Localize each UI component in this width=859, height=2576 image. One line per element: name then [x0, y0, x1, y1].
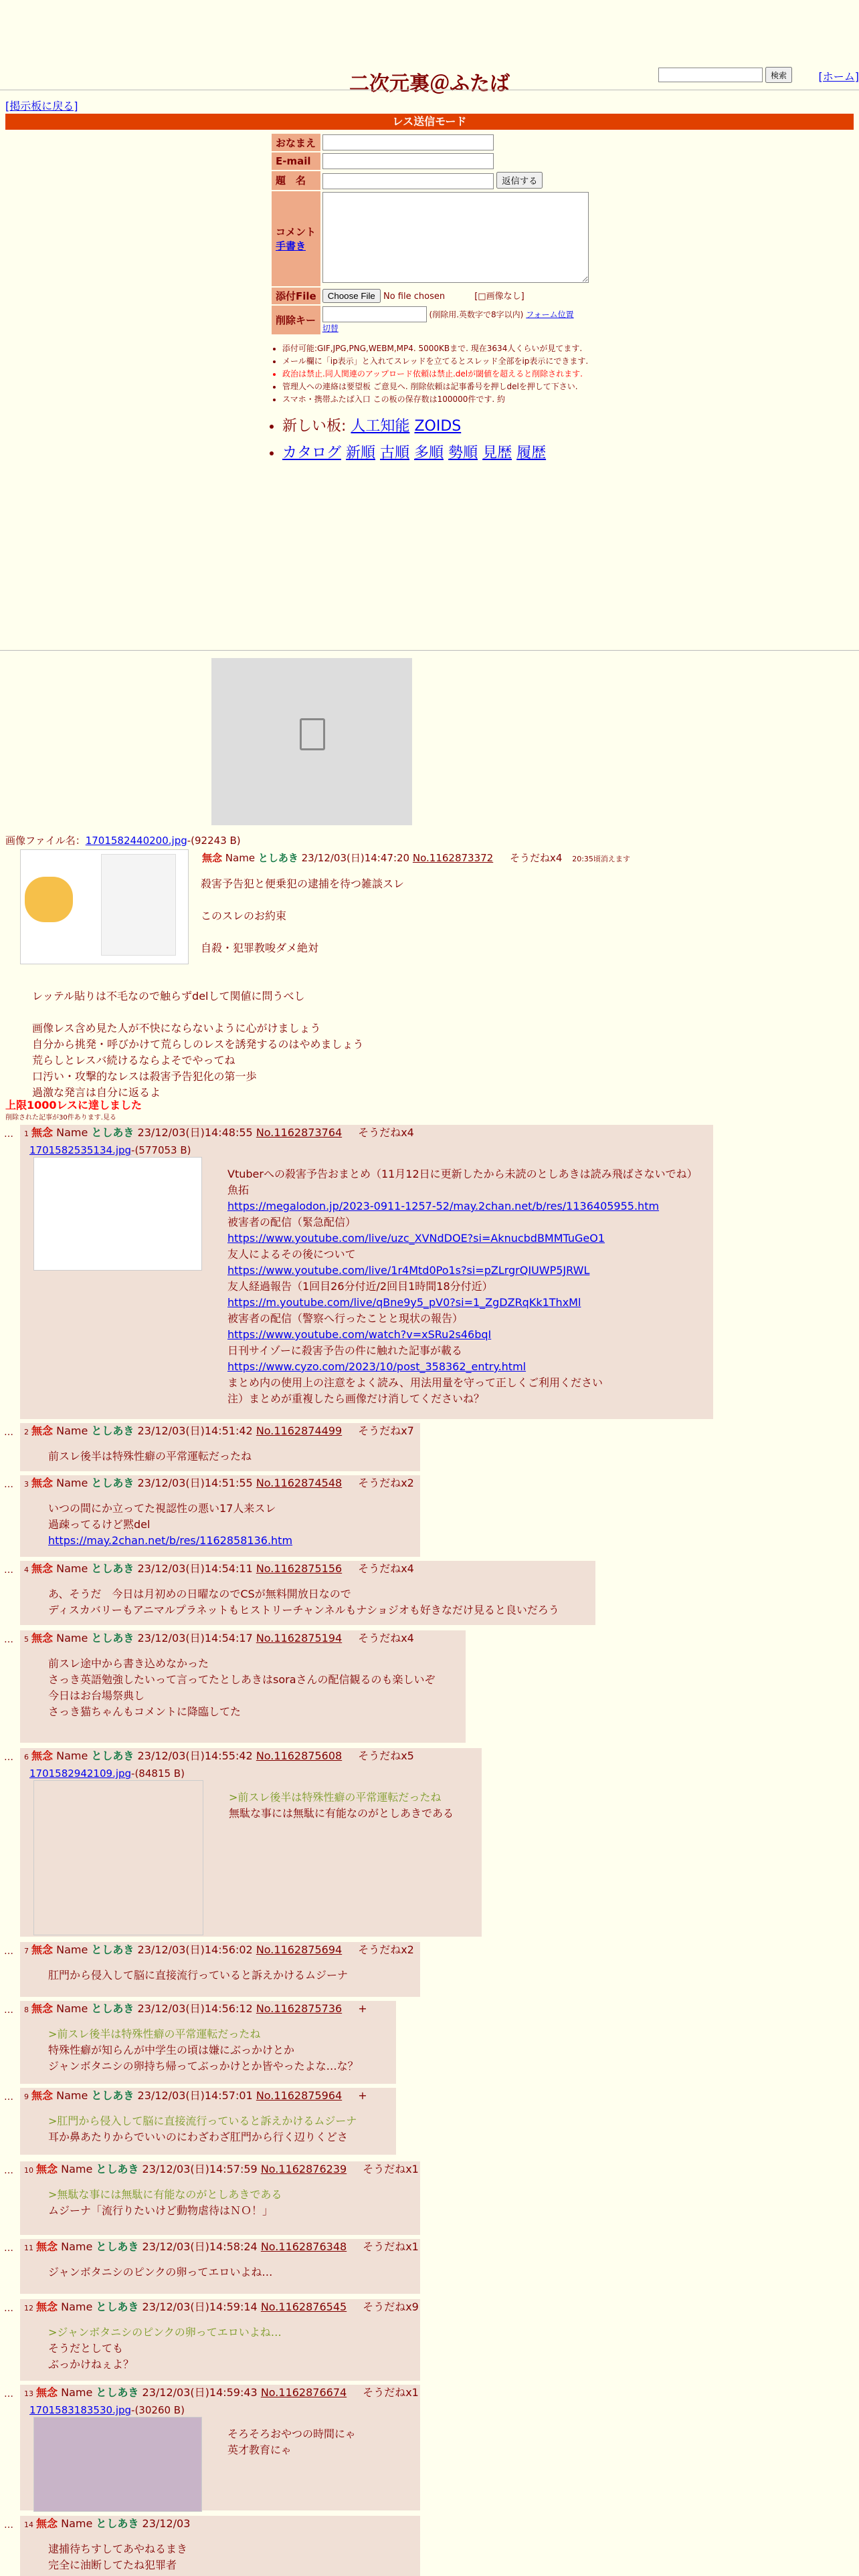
reply-date: 23/12/03(日)14:59:43	[142, 2386, 258, 2399]
subject-field[interactable]	[322, 173, 494, 189]
reply-quote: >前スレ後半は特殊性癖の平常運転だったね	[229, 1791, 442, 1804]
reply-url-link[interactable]: https://m.youtube.com/live/qBne9y5_pV0?si=1_ZgDZRqKk1ThxMl	[227, 1296, 581, 1309]
reply-marker: …	[4, 1752, 13, 1763]
limit-notice: 上限1000レスに達しました	[5, 1099, 142, 1111]
reply-line: 日刊サイゾーに殺害予告の件に触れた記事が載る	[227, 1344, 462, 1357]
reply-subject: 無念	[31, 1749, 54, 1762]
sort-old-link[interactable]: 古順	[380, 445, 410, 461]
reply-post	[20, 1423, 420, 1471]
reply-file-link[interactable]: 1701583183530.jpg	[29, 2404, 132, 2416]
op-line: レッテル貼りは不毛なので触らずdelして関値に問うべし	[32, 990, 305, 1002]
reply-header	[20, 2299, 420, 2317]
reply-header	[20, 1942, 420, 1959]
sodane-button[interactable]: そうだねx4	[358, 1126, 414, 1139]
no-image-checkbox[interactable]: [□画像なし]	[474, 291, 524, 302]
reply-url-link[interactable]: https://www.cyzo.com/2023/10/post_358362_entry.html	[227, 1360, 527, 1373]
file-label: 添付File	[272, 288, 320, 304]
board-link-zoids[interactable]: ZOIDS	[414, 418, 462, 435]
reply-index: 7	[24, 1947, 29, 1955]
reply-post	[20, 1942, 420, 1997]
op-line: このスレのお約束	[201, 909, 287, 922]
reply-marker: …	[4, 2165, 13, 2176]
reply-line: 前スレ途中から書き込めなかった	[48, 1657, 209, 1670]
reply-marker: …	[4, 2005, 13, 2016]
notice-item: • スマホ・携帯ふたば入口 この板の保存数は100000件です. 約	[282, 393, 630, 406]
reply-number-link[interactable]: No.1162873764	[256, 1126, 343, 1139]
catalog-link[interactable]: カタログ	[282, 445, 342, 461]
reply-name-label: Name	[61, 2517, 93, 2530]
divider	[0, 650, 859, 651]
reply-line: 無駄な事には無駄に有能なのがとしあきである	[229, 1807, 454, 1820]
reply-subject: 無念	[36, 2386, 58, 2399]
notice-item: • 添付可能:GIF,JPG,PNG,WEBM,MP4. 5000KBまで. 現在3634人くらいが見てます.	[282, 342, 630, 355]
reply-number-link[interactable]: No.1162875736	[256, 2002, 343, 2015]
reply-index: 13	[24, 2389, 33, 2398]
submit-button[interactable]: 返信する	[496, 172, 543, 189]
reply-post	[20, 2239, 420, 2294]
reply-line: 英才教育にゃ	[227, 2444, 292, 2456]
reply-name-label: Name	[56, 2002, 88, 2015]
reply-mode-banner: レス送信モード	[5, 114, 854, 130]
reply-line: 被害者の配信（緊急配信）	[227, 1216, 357, 1228]
op-line	[201, 924, 404, 940]
sodane-button[interactable]: そうだねx9	[363, 2300, 419, 2313]
reply-header	[20, 2516, 420, 2533]
op-thumbnail[interactable]	[20, 849, 189, 964]
reply-subject: 無念	[36, 2163, 58, 2175]
reply-header	[20, 2239, 420, 2256]
op-line	[201, 892, 404, 908]
emoji-face-icon	[25, 877, 73, 922]
reply-line: 今日はお台場祭典し	[48, 1689, 145, 1702]
reply-number-link[interactable]: No.1162876674	[260, 2386, 347, 2399]
reply-line: Vtuberへの殺害予告おまとめ（11月12日に更新したから未読のとしあきは読み飛ばさないでね）	[227, 1168, 698, 1180]
reply-number-link[interactable]: No.1162875964	[256, 2089, 343, 2102]
board-links	[270, 413, 546, 467]
reply-index: 8	[24, 2006, 29, 2014]
op-line: 荒らしとレスバ続けるならよそでやってね	[32, 1054, 235, 1067]
post-form	[270, 132, 591, 336]
reply-number-link[interactable]: No.1162875608	[256, 1749, 343, 1762]
sodane-button[interactable]: そうだねx1	[363, 2240, 419, 2253]
reply-url-link[interactable]: https://may.2chan.net/b/res/1162858136.htm	[48, 1534, 293, 1547]
reply-date: 23/12/03(日)14:59:14	[142, 2300, 258, 2313]
reply-name-label: Name	[61, 2240, 93, 2253]
reply-number-link[interactable]: No.1162875156	[256, 1562, 343, 1575]
reply-index: 14	[24, 2520, 33, 2529]
op-line: 口汚い・攻撃的なレスは殺害予告犯化の第一歩	[32, 1070, 257, 1083]
reply-index: 1	[24, 1130, 29, 1138]
sodane-button[interactable]: そうだねx4	[358, 1562, 414, 1575]
reply-name-label: Name	[61, 2386, 93, 2399]
reply-marker: …	[4, 1479, 13, 1490]
reply-index: 12	[24, 2304, 33, 2313]
reply-line: 注）まとめが重複したら画像だけ消してくださいね？	[227, 1392, 485, 1405]
deleted-notice: 削除された記事が30件あります.見る	[5, 1114, 116, 1121]
reply-file-link[interactable]: 1701582535134.jpg	[29, 1144, 132, 1156]
reply-file-link[interactable]: 1701582942109.jpg	[29, 1767, 132, 1780]
reply-name: としあき	[91, 1562, 134, 1575]
reply-line: 友人経過報告（1回目26分付近/2回目1時間18分付近）	[227, 1280, 493, 1293]
reply-line: そろそろおやつの時間にゃ	[227, 2428, 356, 2440]
screenshot-thumb	[101, 854, 176, 956]
reply-name-label: Name	[56, 1562, 88, 1575]
reply-date: 23/12/03(日)14:57:59	[142, 2163, 258, 2175]
reply-date: 23/12/03(日)14:56:12	[137, 2002, 253, 2015]
reply-quote: >肛門から侵入して脳に直接流行っていると訴えかけるムジーナ	[48, 2115, 357, 2127]
reply-quote: >ジャンボタニシのピンクの卵ってエロいよね…	[48, 2326, 282, 2339]
reply-file-line	[20, 1142, 713, 1158]
reply-subject: 無念	[36, 2517, 58, 2530]
reply-name: としあき	[96, 2300, 139, 2313]
reply-body	[20, 1578, 595, 1618]
reply-file-size: -(84815 B)	[131, 1767, 185, 1780]
reply-number-link[interactable]: No.1162874499	[256, 1424, 343, 1437]
sodane-button[interactable]: そうだねx5	[358, 1749, 414, 1762]
op-body-continued	[32, 972, 364, 1101]
reply-header	[20, 1125, 713, 1142]
reply-name: としあき	[91, 1126, 134, 1139]
reply-body	[20, 2533, 420, 2573]
reply-line: 魚拓	[227, 1184, 250, 1196]
reply-line: 前スレ後半は特殊性癖の平常運転だったね	[48, 1450, 252, 1463]
op-line: 自殺・犯罪教唆ダメ絶対	[201, 942, 319, 954]
reply-name: としあき	[91, 2089, 134, 2102]
reply-header	[20, 2088, 396, 2105]
choose-file-button[interactable]: Choose File	[322, 289, 381, 303]
reply-date: 23/12/03(日)14:51:55	[137, 1477, 253, 1489]
reply-line: 耳か鼻あたりからでいいのにわざわざ肛門から行く辺りくどさ	[48, 2131, 348, 2143]
reply-name-label: Name	[61, 2300, 93, 2313]
reply-marker: …	[4, 2303, 13, 2314]
reply-line: 完全に油断してたね犯罪者	[48, 2559, 177, 2571]
op-line	[32, 1004, 364, 1021]
reply-thumbnail[interactable]	[33, 2417, 202, 2512]
reply-name: としあき	[91, 1632, 134, 1644]
reply-date: 23/12/03(日)14:58:24	[142, 2240, 258, 2253]
handwrite-link[interactable]: 手書き	[276, 239, 306, 252]
reply-file-size: -(30260 B)	[131, 2404, 185, 2416]
reply-date: 23/12/03	[142, 2517, 191, 2530]
sodane-button[interactable]: そうだねx2	[358, 1943, 414, 1956]
notice-list	[270, 342, 630, 406]
reply-index: 6	[24, 1753, 29, 1761]
reply-thumbnail[interactable]	[33, 1780, 203, 1935]
reply-line: ぶっかけねぇよ？	[48, 2358, 134, 2371]
sodane-button[interactable]: そうだねx2	[358, 1477, 414, 1489]
reply-date: 23/12/03(日)14:54:17	[137, 1632, 253, 1644]
reply-post	[20, 2299, 420, 2381]
reply-number-link[interactable]: No.1162876239	[260, 2163, 347, 2175]
reply-line: ディスカバリーもアニマルプラネットもヒストリーチャンネルもナショジオも好きなだけ見ると良いだろう	[48, 1604, 559, 1616]
reply-body	[20, 1648, 466, 1720]
reply-body	[20, 1959, 420, 1983]
reply-line: ムジーナ「流行りたいけど動物虐待はＮＯ！」	[48, 2204, 274, 2217]
reply-header	[20, 1748, 482, 1765]
reply-subject: 無念	[31, 2002, 54, 2015]
switch-link[interactable]: 切替	[322, 323, 339, 333]
reply-marker: …	[4, 2243, 13, 2254]
notice-item: • 政治は禁止.同人関連のアップロード依頼は禁止.delが閾値を超えると削除されます.	[282, 368, 630, 381]
reply-date: 23/12/03(日)14:55:42	[137, 1749, 253, 1762]
reply-name: としあき	[91, 1943, 134, 1956]
reply-number-link[interactable]: No.1162876348	[260, 2240, 347, 2253]
reply-post	[20, 2516, 420, 2576]
reply-url-link[interactable]: https://www.youtube.com/live/uzc_XVNdDOE?si=AknucbdBMMTuGeO1	[227, 1232, 605, 1245]
op-file-link[interactable]: 1701582440200.jpg	[85, 835, 187, 847]
reply-name: としあき	[91, 1749, 134, 1762]
reply-number-link[interactable]: No.1162874548	[256, 1477, 343, 1489]
reply-name-label: Name	[61, 2163, 93, 2175]
reply-index: 10	[24, 2166, 33, 2175]
reply-index: 3	[24, 1480, 29, 1489]
reply-name: としあき	[96, 2517, 139, 2530]
op-line: 自分から挑発・呼びかけて荒らしのレスを誘発するのはやめましょう	[32, 1038, 364, 1051]
sort-speed-link[interactable]: 勢順	[448, 445, 478, 461]
reply-number-link[interactable]: No.1162875194	[256, 1632, 343, 1644]
reply-header	[20, 1423, 420, 1440]
search-button[interactable]: 検索	[765, 67, 792, 83]
search-input[interactable]	[658, 68, 763, 82]
back-to-board-link[interactable]: [掲示板に戻る]	[5, 100, 78, 112]
reply-body	[20, 1493, 420, 1549]
reply-url-link[interactable]: https://www.youtube.com/watch?v=xSRu2s46bqI	[227, 1328, 492, 1341]
reply-marker: …	[4, 2520, 13, 2531]
view-history-link[interactable]: 見歴	[482, 445, 512, 461]
reply-number-link[interactable]: No.1162875694	[256, 1943, 343, 1956]
reply-header	[20, 1561, 595, 1578]
reply-header	[20, 2161, 420, 2179]
sort-many-link[interactable]: 多順	[414, 445, 444, 461]
reply-name: としあき	[91, 1477, 134, 1489]
reply-name: としあき	[91, 2002, 134, 2015]
reply-index: 9	[24, 2092, 29, 2101]
reply-index: 2	[24, 1428, 29, 1436]
sodane-button[interactable]: そうだねx7	[358, 1424, 414, 1437]
form-position-link[interactable]: フォーム位置	[526, 310, 574, 319]
reply-date: 23/12/03(日)14:54:11	[137, 1562, 253, 1575]
sodane-button[interactable]: そうだねx1	[363, 2386, 419, 2399]
reply-post	[20, 1561, 595, 1625]
op-line: 過激な発言は自分に返るよ	[32, 1086, 161, 1099]
op-file-line: 画像ファイル名：1701582440200.jpg-(92243 B)	[5, 835, 241, 847]
delete-key-field[interactable]	[322, 306, 427, 322]
reply-line: ジャンボタニシの卵持ち帰ってぶっかけとか皆やったよな…な？	[48, 2060, 359, 2072]
reply-name-label: Name	[56, 2089, 88, 2102]
op-line: 殺害予告犯と便乗犯の逮捕を待つ雑談スレ	[201, 877, 405, 890]
reply-subject: 無念	[31, 1562, 54, 1575]
reply-date: 23/12/03(日)14:51:42	[137, 1424, 253, 1437]
reply-subject: 無念	[31, 1943, 54, 1956]
reply-line: あ、そうだ 今日は月初めの日曜なのでCSが無料開放日なので	[48, 1588, 351, 1600]
name-label: おなまえ	[272, 134, 320, 151]
ad-placeholder	[211, 658, 412, 825]
reply-number-link[interactable]: No.1162876545	[260, 2300, 347, 2313]
reply-date: 23/12/03(日)14:56:02	[137, 1943, 253, 1956]
reply-date: 23/12/03(日)14:57:01	[137, 2089, 253, 2102]
reply-subject: 無念	[31, 1126, 54, 1139]
file-status: No file chosen	[383, 291, 446, 302]
reply-name: としあき	[96, 2163, 139, 2175]
reply-body	[20, 2317, 420, 2373]
op-body	[201, 876, 404, 956]
email-field[interactable]	[322, 153, 494, 169]
reply-marker: …	[4, 2389, 13, 2399]
sort-new-link[interactable]: 新順	[346, 445, 376, 461]
op-number-link[interactable]: No.1162873372	[412, 852, 494, 864]
reply-file-size: -(577053 B)	[131, 1144, 191, 1156]
reply-body	[20, 2105, 396, 2145]
comment-label: コメント 手書き	[272, 191, 320, 286]
reply-line: 特殊性癖が知らんが中学生の頃は嫌にぶっかけとか	[48, 2044, 295, 2056]
op-line	[32, 972, 364, 988]
reply-file-line	[20, 2402, 420, 2418]
reply-line: 肛門から侵入して脳に直接流行っていると訴えかけるムジーナ	[48, 1969, 349, 1981]
reply-url-link[interactable]: https://www.youtube.com/live/1r4Mtd0Po1s?si=pZLrgrQIUWP5JRWL	[227, 1264, 590, 1277]
reply-header	[20, 2385, 420, 2402]
sodane-button[interactable]: そうだねx4	[510, 852, 563, 864]
op-line: 画像レス含め見た人が不快にならないように心がけましょう	[32, 1022, 321, 1035]
subject-label: 題 名	[272, 171, 320, 190]
email-label: E-mail	[272, 152, 320, 170]
reply-marker: …	[4, 1946, 13, 1957]
reply-body	[20, 2256, 420, 2280]
reply-line: 被害者の配信（警察へ行ったことと現状の報告）	[227, 1312, 464, 1325]
reply-name-label: Name	[56, 1943, 88, 1956]
reply-quote: >無駄な事には無駄に有能なのがとしあきである	[48, 2188, 282, 2201]
reply-name-label: Name	[56, 1126, 88, 1139]
reply-post	[20, 2088, 396, 2155]
broken-image-icon	[300, 718, 325, 750]
reply-index: 5	[24, 1635, 29, 1644]
op-header: 無念 Name としあき 23/12/03(日)14:47:20 No.1162873372 そうだねx4 20:35頃消えます	[202, 852, 630, 864]
reply-line: 過疎ってるけど黙del	[48, 1518, 151, 1531]
reply-post	[20, 2161, 420, 2235]
page-title: 二次元裏＠ふたば	[349, 72, 510, 96]
reply-header	[20, 1630, 466, 1648]
reply-file-line	[20, 1765, 482, 1782]
reply-post	[20, 1475, 420, 1557]
reply-name: としあき	[96, 2386, 139, 2399]
reply-marker: …	[4, 1565, 13, 1576]
reply-subject: 無念	[36, 2300, 58, 2313]
sodane-button[interactable]: そうだねx4	[358, 1632, 414, 1644]
reply-name: としあき	[96, 2240, 139, 2253]
reply-subject: 無念	[31, 2089, 54, 2102]
history-link[interactable]: 履歴	[516, 445, 547, 461]
sodane-button[interactable]: そうだねx1	[363, 2163, 419, 2175]
reply-index: 4	[24, 1566, 29, 1574]
reply-line: いつの間にか立ってた視認性の悪い17人来スレ	[48, 1502, 276, 1515]
reply-quote: >前スレ後半は特殊性癖の平常運転だったね	[48, 2028, 261, 2040]
board-link-ai[interactable]: 人工知能	[351, 418, 410, 435]
reply-header	[20, 2001, 396, 2018]
reply-line: そうだとしても	[48, 2342, 124, 2355]
reply-line: さっき猫ちゃんもコメントに降臨してた	[48, 1705, 242, 1718]
reply-name-label: Name	[56, 1477, 88, 1489]
reply-line: さっき英語勉強したいって言ってたとしあきはsoraさんの配信観るのも楽しいぞ	[48, 1673, 436, 1686]
reply-date: 23/12/03(日)14:48:55	[137, 1126, 253, 1139]
reply-body	[20, 1440, 420, 1465]
new-boards: • 新しい板: 人工知能 ZOIDS	[282, 413, 546, 440]
reply-line: ジャンボタニシのピンクの卵ってエロいよね…	[48, 2266, 273, 2278]
search-bar	[658, 67, 792, 83]
home-link[interactable]: [ホーム]	[818, 70, 859, 83]
reply-thumbnail[interactable]	[33, 1157, 202, 1271]
reply-index: 11	[24, 2244, 33, 2252]
name-field[interactable]	[322, 134, 494, 150]
reply-post	[20, 2001, 396, 2084]
reply-name-label: Name	[56, 1749, 88, 1762]
catalog-links	[282, 440, 546, 467]
reply-subject: 無念	[31, 1424, 54, 1437]
reply-post	[20, 1630, 466, 1743]
reply-name-label: Name	[56, 1424, 88, 1437]
reply-subject: 無念	[31, 1477, 54, 1489]
comment-field[interactable]	[322, 192, 589, 283]
reply-marker: …	[4, 1634, 13, 1645]
notice-item: • メール欄に「ip表示」と入れてスレッドを立てるとスレッド全部をip表示にできます.	[282, 355, 630, 368]
reply-name: としあき	[91, 1424, 134, 1437]
reply-subject: 無念	[36, 2240, 58, 2253]
reply-marker: …	[4, 1427, 13, 1438]
reply-subject: 無念	[31, 1632, 54, 1644]
reply-marker: …	[4, 2092, 13, 2103]
reply-line: 友人によるその後について	[227, 1248, 356, 1261]
reply-marker: …	[4, 1129, 13, 1140]
delete-key-note: (削除用.英数字で8字以内)	[429, 310, 524, 319]
reply-body	[20, 2179, 420, 2219]
delete-key-label: 削除キー	[272, 306, 320, 334]
reply-line: 逮捕待ちすしてあやねるまき	[48, 2543, 188, 2555]
reply-line: まとめ内の使用上の注意をよく読み、用法用量を守って正しくご利用ください	[227, 1376, 603, 1389]
reply-body	[20, 2018, 396, 2074]
reply-name-label: Name	[56, 1632, 88, 1644]
notice-item: • 管理人への連絡は要望板 ご意見へ. 削除依頼は記事番号を押しdelを押して下さい.	[282, 381, 630, 393]
reply-url-link[interactable]: https://megalodon.jp/2023-0911-1257-52/may.2chan.net/b/res/1136405955.htm	[227, 1200, 660, 1212]
sodane-button[interactable]: +	[358, 2089, 367, 2102]
sodane-button[interactable]: +	[358, 2002, 367, 2015]
reply-header	[20, 1475, 420, 1493]
